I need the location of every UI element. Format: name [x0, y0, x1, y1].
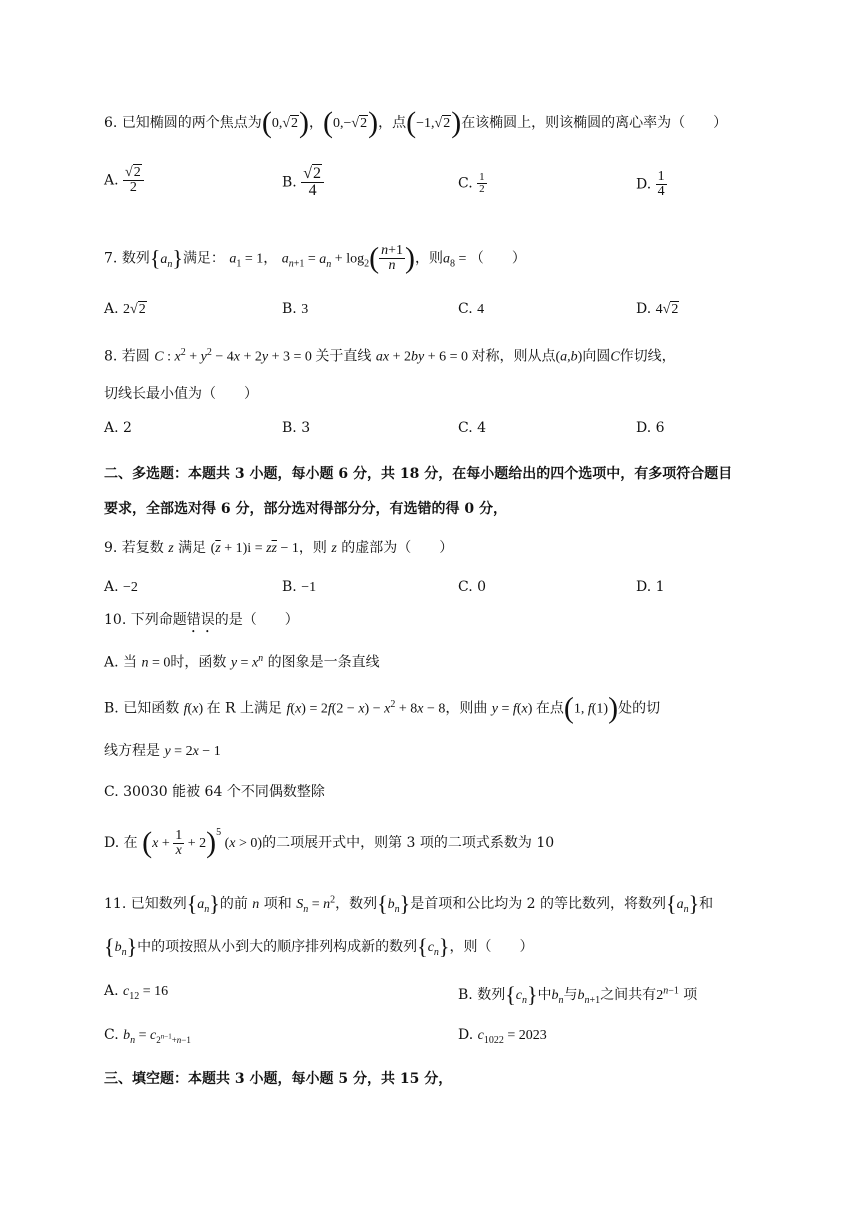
question-10-stem — [104, 612, 299, 636]
option-label: B. — [282, 174, 297, 191]
option-label: D. — [636, 301, 652, 317]
fraction: $\frac{n+1}{n}$ — [381, 243, 403, 273]
stem-text: 的前 — [219, 896, 248, 912]
question-10-option-c — [104, 785, 325, 799]
stem-text: 9. 若复数 — [104, 540, 164, 556]
option-b: B. 数列$\{c_n\}$中$b_n$与$b_{n+1}$之间共有$2^{n-1}$ 项 — [458, 982, 698, 1007]
stem-text: 10. 下列命题 — [104, 612, 187, 628]
option-label: A. — [104, 172, 119, 189]
option-label: A. — [104, 983, 119, 999]
question-10-option-d: D. 在 (x + $\frac{1}{x}$ + 2)$^5$ (x > 0)的二项展开式中，则第 3 项的二项式系数为 10 — [104, 826, 555, 859]
stem-text: 的图象是一条直线 — [267, 654, 380, 671]
stem-text: A. 当 — [104, 654, 138, 671]
option-c — [458, 580, 486, 594]
stem-text: 时，函数 — [170, 654, 227, 671]
stem-text: 对称，则从点 — [471, 348, 556, 365]
stem-text: 处的切 — [618, 700, 661, 717]
option-value: −1 — [301, 580, 317, 595]
stem-text: D. 在 — [104, 835, 138, 851]
section-2-heading — [104, 467, 732, 481]
option-d — [636, 170, 667, 199]
stem-text: 关于直线 — [315, 348, 372, 365]
stem-text: 中 — [537, 987, 552, 1003]
option-label: C. — [458, 175, 473, 192]
option-label: A. — [104, 301, 119, 317]
stem-text: 满足： — [182, 250, 225, 267]
question-number: 7. — [104, 250, 118, 267]
question-7-stem: 7. 数列$\{a_n\}$满足： $a_1 = 1$， $a_{n+1} = a_n + \log_2$( $\frac{n+1}{n}$ )，则$a_8$ = （ ） — [104, 241, 526, 275]
option-value: 16 — [154, 984, 169, 999]
option-label: B. — [282, 579, 297, 595]
stem-text: 是首项和公比均为 2 的等比数列，将数列 — [410, 896, 667, 912]
option-c — [458, 302, 484, 317]
stem-text: 线方程是 — [104, 743, 160, 759]
stem-text: 在该椭圆上，则该椭圆的离心率为（ ） — [461, 115, 728, 131]
question-number: 6. — [104, 115, 118, 131]
option-label: C. 0 — [458, 579, 487, 595]
stem-text: 切线长最小值为（ ） — [104, 386, 258, 402]
stem-text: 8. 若圆 — [104, 348, 150, 365]
stem-text: 中的项按照从小到大的顺序排列构成新的数列 — [137, 939, 418, 955]
stem-text: ，则 — [298, 540, 327, 556]
fraction: $\frac{√2}{4}$ — [301, 166, 324, 199]
stem-text: B. 已知函数 — [104, 700, 180, 717]
option-d: D. 4√2 — [636, 301, 679, 317]
stem-text: （ ） — [469, 250, 526, 267]
stem-text: 之间共有 — [600, 987, 657, 1003]
stem-text: 与 — [563, 987, 578, 1003]
fraction: $\frac{1}{4}$ — [657, 169, 665, 199]
option-b — [282, 302, 308, 317]
option-b — [282, 166, 324, 199]
section-heading-text: 二、多选题：本题共 3 小题，每小题 6 分，共 18 分，在每小题给出的四个选项中，有多项符合题目 — [104, 466, 733, 482]
option-d: D. $c_{1022} = 2023$ — [458, 1027, 547, 1046]
question-10-option-b-cont: 线方程是 y = 2x − 1 — [104, 743, 221, 759]
stem-text: 数列 — [121, 250, 150, 267]
option-label: D. 6 — [636, 420, 665, 436]
option-value: 2023 — [518, 1028, 547, 1043]
stem-text: ，则曲 — [445, 700, 488, 717]
option-label: A. 2 — [104, 420, 132, 436]
option-a — [104, 421, 132, 435]
stem-text: 的二项展开式中，则第 3 项的二项式系数为 10 — [262, 835, 555, 851]
section-heading-text: 要求，全部选对得 6 分，部分选对得部分分，有选错的得 0 分， — [104, 501, 507, 517]
option-value: 4 — [477, 302, 485, 317]
option-value: −2 — [123, 580, 138, 595]
option-b — [282, 580, 316, 595]
stem-text: 11. 已知数列 — [104, 896, 187, 912]
option-a — [104, 166, 144, 195]
question-8-stem: 8. 若圆 C : $x^2 + y^2 - 4x + 2y + 3 = 0$ 关于直线 ax + 2by + 6 = 0 对称，则从点(a,b)向圆C作切线， — [104, 347, 676, 365]
section-2-heading-cont — [104, 502, 507, 516]
option-a — [104, 580, 138, 595]
question-8-stem-cont — [104, 387, 258, 401]
option-label: D. — [458, 1027, 474, 1043]
option-a: A. $c_{12} = 16$ — [104, 983, 169, 1002]
stem-text: 项 — [683, 987, 698, 1003]
option-c — [458, 172, 487, 195]
stem-text: ，则 — [415, 250, 443, 267]
option-a: A. 2√2 — [104, 301, 146, 317]
stem-text: 已知椭圆的两个焦点为 — [121, 115, 262, 131]
stem-text: 的虚部为（ ） — [341, 540, 454, 556]
stem-text: 的是（ ） — [214, 612, 299, 628]
stem-text: 作切线， — [619, 348, 676, 365]
question-6-stem: 6. 已知椭圆的两个焦点为(0,√2)，(0,−√2)，点(−1,√2)在该椭圆上，则该椭圆的离心率为（ ） — [104, 106, 728, 139]
fraction: $\frac{1}{2}$ — [479, 171, 485, 195]
option-label: B. — [282, 301, 297, 317]
option-value: 3 — [301, 302, 309, 317]
emphasis-text: 错误 — [186, 612, 215, 628]
fraction: $\frac{√2}{2}$ — [123, 166, 144, 195]
option-label: C. — [458, 301, 473, 317]
option-label: C. — [104, 1027, 119, 1043]
stem-text: ，数列 — [335, 896, 378, 912]
stem-text: ，点 — [378, 115, 407, 131]
question-11-stem-cont: $\{b_n\}$中的项按照从小到大的顺序排列构成新的数列$\{c_n\}$，则（ ） — [104, 934, 534, 959]
option-d — [636, 421, 665, 435]
section-heading-text: 三、填空题：本题共 3 小题，每小题 5 分，共 15 分， — [104, 1071, 453, 1087]
stem-text: 在 R 上满足 — [206, 700, 283, 717]
option-label: C. 4 — [458, 420, 487, 436]
option-label: B. 3 — [282, 420, 311, 436]
stem-text: 向圆 — [582, 348, 611, 365]
question-11-stem: 11. 已知数列$\{a_n\}$的前 n 项和 $S_n = n^2$，数列$\{b_n\}$是首项和公比均为 2 的等比数列，将数列$\{a_n\}$和 — [104, 891, 714, 916]
option-label: D. 1 — [636, 579, 665, 595]
question-9-stem: 9. 若复数 z 满足 $(\overline{z} + 1)i = z\overline{z} - 1$，则 z 的虚部为（ ） — [104, 540, 454, 556]
option-label: A. — [104, 579, 119, 595]
question-10-option-b: B. 已知函数 f(x) 在 R 上满足 $f(x) = 2f(2 - x) - x^2 + 8x - 8$，则曲 y = f(x) 在点(1, f(1))处的切 — [104, 691, 661, 725]
option-d — [636, 580, 665, 594]
stem-text: ，则（ ） — [449, 939, 534, 955]
option-c: C. $b_n = c_{2^{n-1}+n-1}$ — [104, 1027, 191, 1046]
section-3-heading — [104, 1072, 452, 1086]
stem-text: 项和 — [263, 896, 292, 912]
stem-text: 在点 — [535, 700, 564, 717]
option-label: D. — [636, 176, 652, 193]
question-10-option-a: A. 当 n = 0时，函数 $y = x^n$ 的图象是一条直线 — [104, 653, 380, 671]
option-c — [458, 421, 486, 435]
stem-text: 和 — [699, 896, 714, 912]
option-label: B. 数列 — [458, 987, 506, 1003]
stem-text: C. 30030 能被 64 个不同偶数整除 — [104, 784, 325, 800]
stem-text: 满足 — [178, 540, 207, 556]
fraction: $\frac{1}{x}$ — [175, 827, 183, 858]
option-b — [282, 421, 310, 435]
